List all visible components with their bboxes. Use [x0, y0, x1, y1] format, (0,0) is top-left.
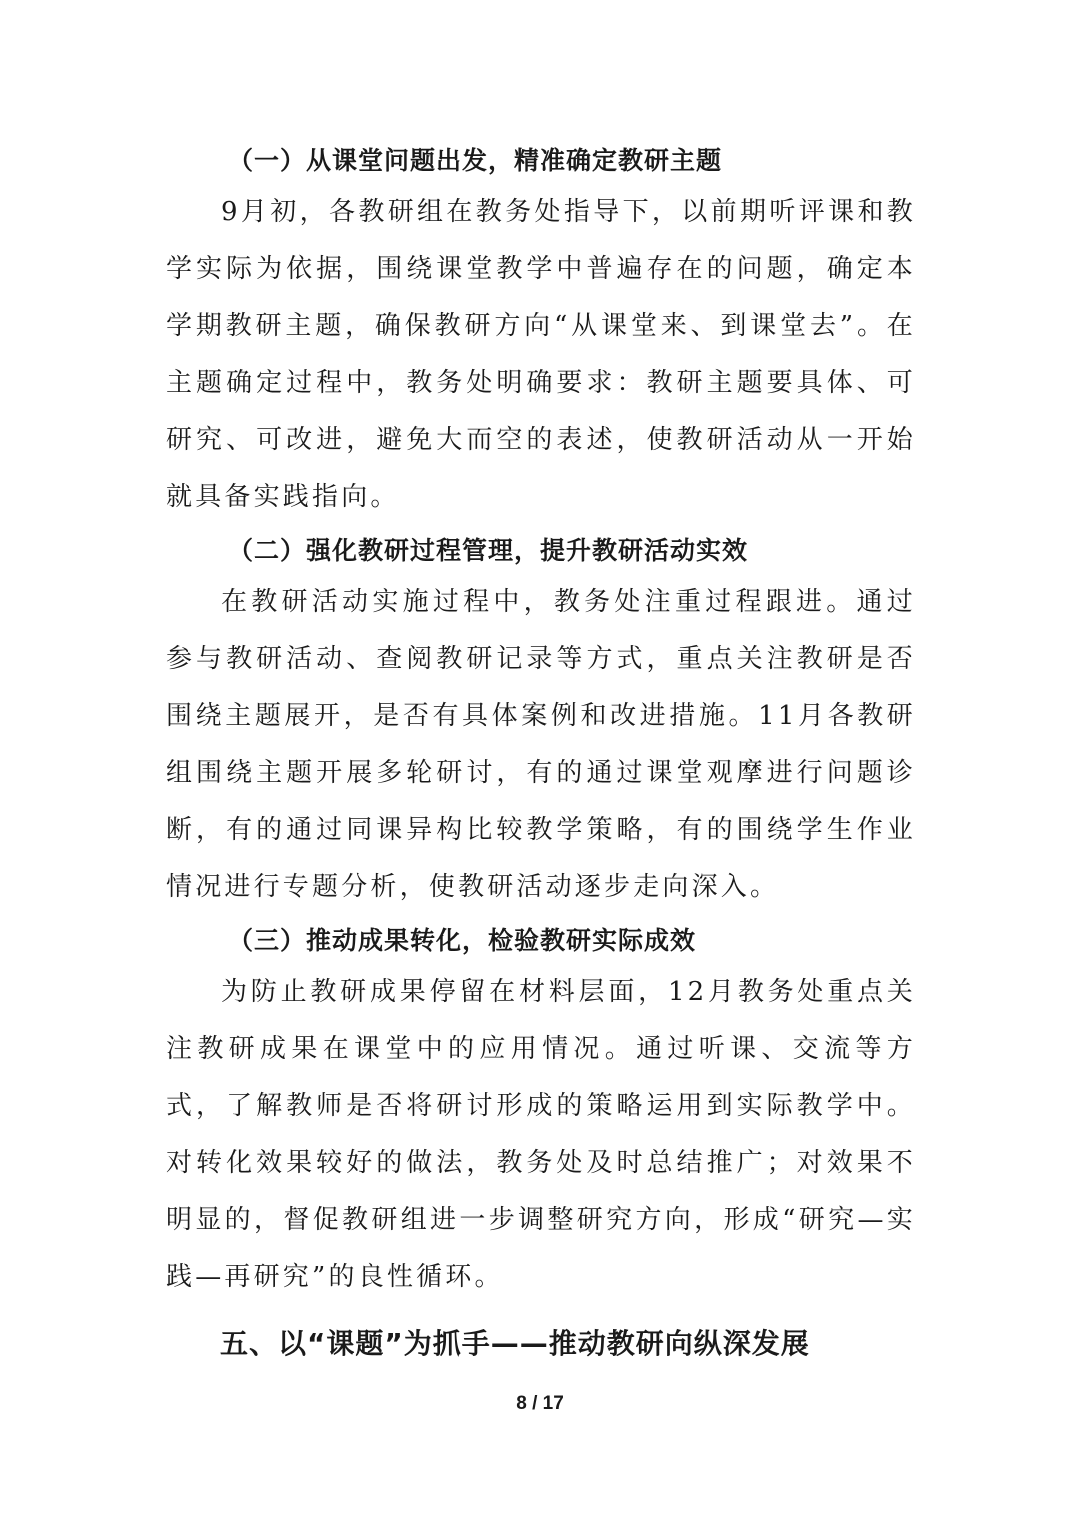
section-1-heading: （一）从课堂问题出发，精准确定教研主题: [228, 146, 723, 175]
page-number: 8 / 17: [516, 1393, 564, 1414]
section-3-heading: （三）推动成果转化，检验教研实际成效: [228, 926, 697, 955]
section-1-paragraph: 9月初，各教研组在教务处指导下，以前期听评课和教学实际为依据，围绕课堂教学中普遍存在的问题，确定本学期教研主题，确保教研方向“从课堂来、到课堂去”。在主题确定过程中，教务处明确要求：教研主题要具体、可研究、可改进，避免大而空的表述，使教研活动从一开始就具备实践指向。: [166, 197, 916, 512]
section-2-paragraph: 在教研活动实施过程中，教务处注重过程跟进。通过参与教研活动、查阅教研记录等方式，重点关注教研是否围绕主题展开，是否有具体案例和改进措施。11月各教研组围绕主题开展多轮研讨，有的通过课堂观摩进行问题诊断，有的通过同课异构比较教学策略，有的围绕学生作业情况进行专题分析，使教研活动逐步走向深入。: [166, 587, 916, 902]
section-2-heading: （二）强化教研过程管理，提升教研活动实效: [228, 536, 749, 565]
page-content: [166, 138, 916, 1372]
chapter-heading: 五、以“课题”为抓手——推动教研向纵深发展: [220, 1327, 810, 1360]
section-3-paragraph: 为防止教研成果停留在材料层面，12月教务处重点关注教研成果在课堂中的应用情况。通过听课、交流等方式，了解教师是否将研讨形成的策略运用到实际教学中。对转化效果较好的做法，教务处及时总结推广；对效果不明显的，督促教研组进一步调整研究方向，形成“研究—实践—再研究”的良性循环。: [166, 977, 916, 1292]
